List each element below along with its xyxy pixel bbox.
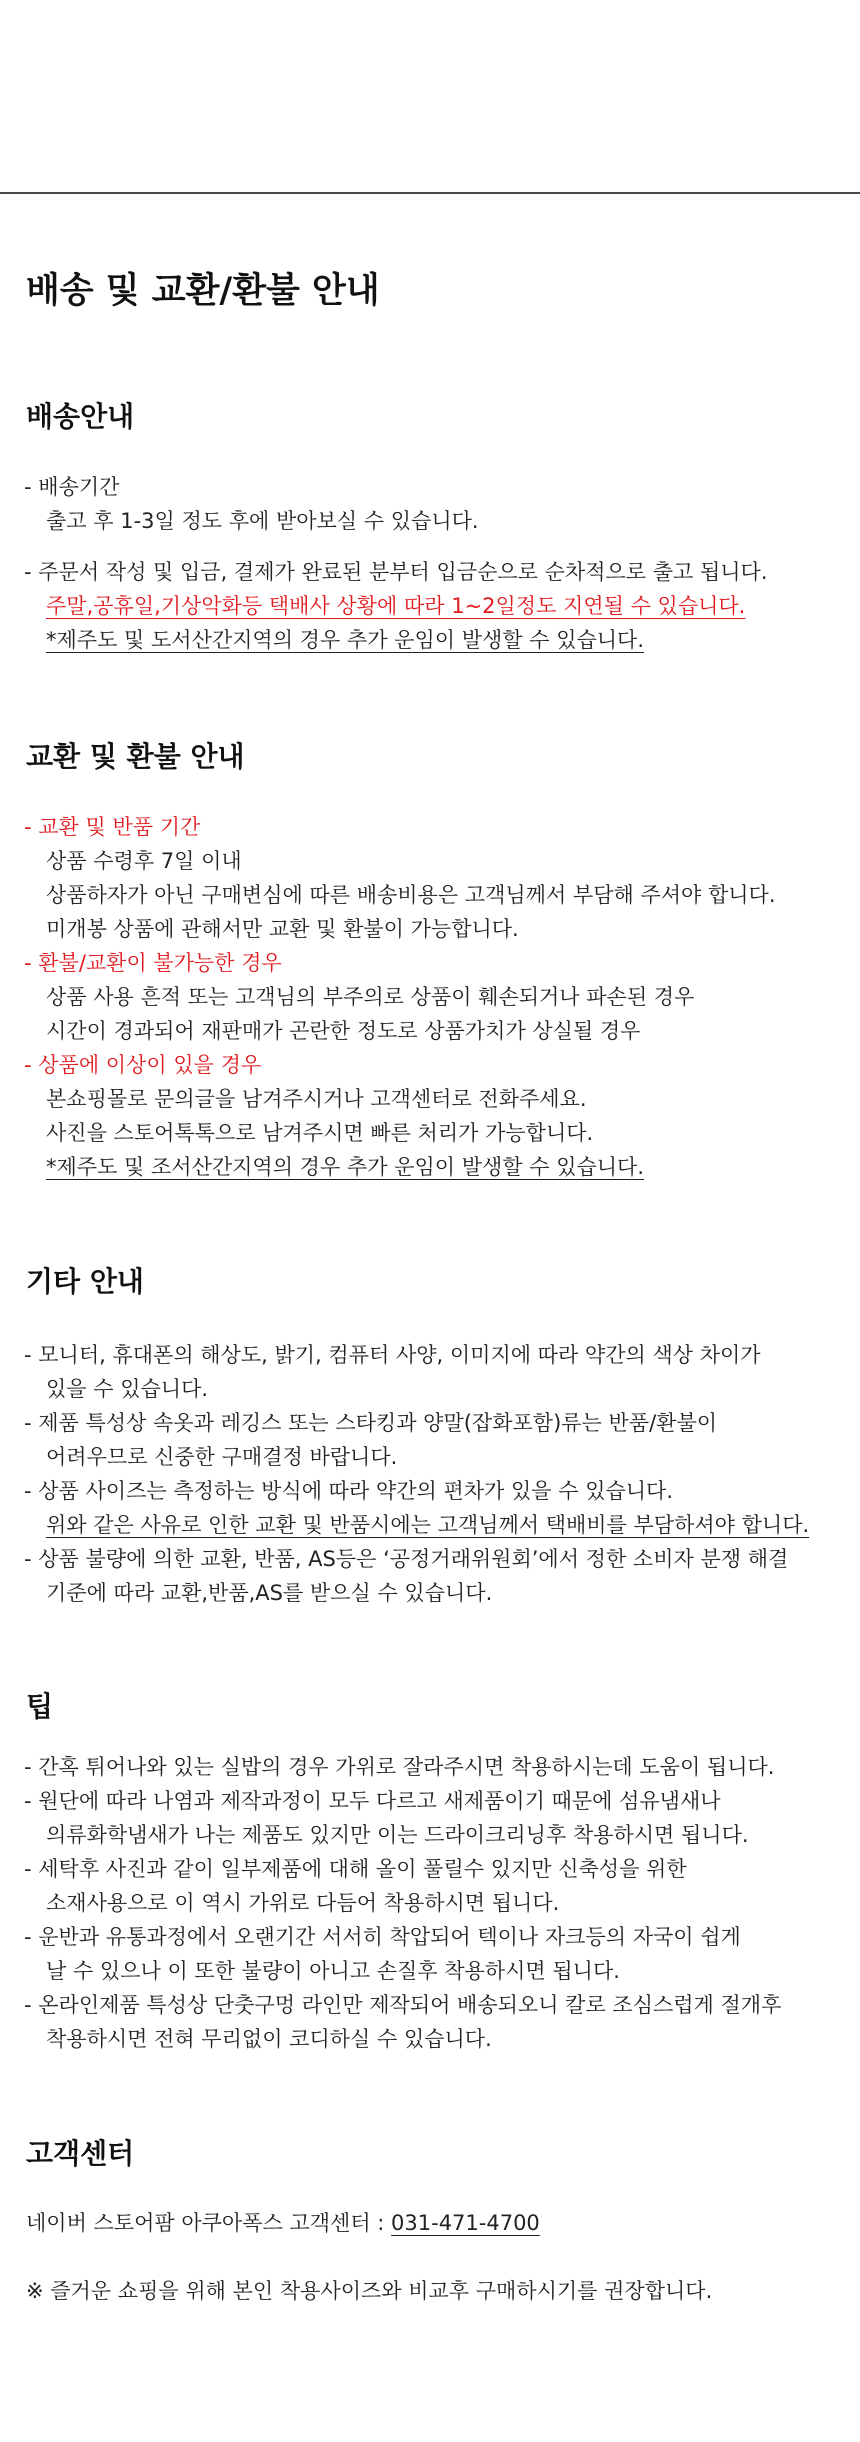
etc-section <box>24 1338 850 1610</box>
tips-line: - 운반과 유통과정에서 오랜기간 서서히 착압되어 텍이나 자크등의 자국이 쉽게 <box>24 1925 741 1949</box>
etc-line: 어려우므로 신중한 구매결정 바랍니다. <box>46 1445 398 1469</box>
etc-line-plain: 위와 같은 사유로 인한 <box>46 1513 256 1537</box>
shopping-note: ※ 즐거운 쇼핑을 위해 본인 착용사이즈와 비교후 구매하시기를 권장합니다. <box>26 2279 713 2303</box>
exchange-jeju-text: *제주도 및 조서산간지역의 경우 추가 운임이 발생할 수 있습니다. <box>46 1155 645 1179</box>
tips-line: 의류화학냄새가 나는 제품도 있지만 이는 드라이크리닝후 착용하시면 됩니다. <box>46 1823 749 1847</box>
exchange-impossible-label: - 환불/교환이 불가능한 경우 <box>24 951 282 975</box>
tips-line: - 원단에 따라 나염과 제작과정이 모두 다르고 새제품이기 때문에 섬유냄새나 <box>24 1789 721 1813</box>
tips-line: - 온라인제품 특성상 단춧구멍 라인만 제작되어 배송되오니 칼로 조심스럽게 절개후 <box>24 1993 782 2017</box>
exchange-defect-label: - 상품에 이상이 있을 경우 <box>24 1053 262 1077</box>
tips-line: 착용하시면 전혀 무리없이 코디하실 수 있습니다. <box>46 2027 492 2051</box>
tips-line: 날 수 있으나 이 또한 불량이 아니고 손질후 착용하시면 됩니다. <box>46 1959 620 1983</box>
shipping-period-text: 출고 후 1-3일 정도 후에 받아보실 수 있습니다. <box>46 509 479 533</box>
tips-line: - 세탁후 사진과 같이 일부제품에 대해 올이 풀릴수 있지만 신축성을 위한 <box>24 1857 687 1881</box>
etc-line: - 제품 특성상 속옷과 레깅스 또는 스타킹과 양말(잡화포함)류는 반품/환불이 <box>24 1411 718 1435</box>
exchange-period-line: 미개봉 상품에 관해서만 교환 및 환불이 가능합니다. <box>46 917 519 941</box>
tips-line: 소재사용으로 이 역시 가위로 다듬어 착용하시면 됩니다. <box>46 1891 560 1915</box>
page-title: 배송 및 교환/환불 안내 <box>26 271 380 311</box>
exchange-period-label: - 교환 및 반품 기간 <box>24 815 201 839</box>
top-divider <box>0 192 860 194</box>
tips-heading: 팁 <box>26 1690 54 1723</box>
etc-line: - 모니터, 휴대폰의 해상도, 밝기, 컴퓨터 사양, 이미지에 따라 약간의 색상 차이가 <box>24 1343 761 1367</box>
exchange-defect-line: 본쇼핑몰로 문의글을 남겨주시거나 고객센터로 전화주세요. <box>46 1087 587 1111</box>
etc-line: - 상품 사이즈는 측정하는 방식에 따라 약간의 편차가 있을 수 있습니다. <box>24 1479 674 1503</box>
etc-line: 있을 수 있습니다. <box>46 1377 209 1401</box>
etc-heading: 기타 안내 <box>26 1265 144 1298</box>
shipping-order-text: - 주문서 작성 및 입금, 결제가 완료된 분부터 입금순으로 순차적으로 출고 됩니다. <box>24 560 768 584</box>
etc-line: - 상품 불량에 의한 교환, 반품, AS등은 ‘공정거래위원회’에서 정한 소비자 분쟁 해결 <box>24 1547 789 1571</box>
tips-section <box>24 1750 850 2056</box>
shipping-holiday-text: 주말,공휴일,기상악화등 택배사 상황에 따라 1~2일정도 지연될 수 있습니다. <box>46 594 746 618</box>
exchange-section <box>24 810 850 1184</box>
exchange-period-line: 상품하자가 아닌 구매변심에 따른 배송비용은 고객님께서 부담해 주셔야 합니다. <box>46 883 776 907</box>
shipping-jeju-text: *제주도 및 도서산간지역의 경우 추가 운임이 발생할 수 있습니다. <box>46 628 645 652</box>
customer-center-phone-line <box>26 2206 540 2240</box>
shipping-period-label: - 배송기간 <box>24 475 120 499</box>
shipping-order-block <box>24 555 850 657</box>
exchange-impossible-line: 상품 사용 흔적 또는 고객님의 부주의로 상품이 훼손되거나 파손된 경우 <box>46 985 695 1009</box>
customer-center-phone-number[interactable]: 031-471-4700 <box>391 2211 540 2235</box>
etc-line: 기준에 따라 교환,반품,AS를 받으실 수 있습니다. <box>46 1581 493 1605</box>
tips-line: - 간혹 튀어나와 있는 실밥의 경우 가위로 잘라주시면 착용하시는데 도움이 됩니다. <box>24 1755 775 1779</box>
customer-center-label: 네이버 스토어팜 아쿠아폭스 고객센터 : <box>26 2211 392 2235</box>
shipping-heading: 배송안내 <box>26 400 135 433</box>
customer-center-heading: 고객센터 <box>26 2137 135 2170</box>
exchange-impossible-line: 시간이 경과되어 재판매가 곤란한 정도로 상품가치가 상실될 경우 <box>46 1019 641 1043</box>
etc-line-emphasis: 교환 및 반품시에는 고객님께서 택배비를 부담하셔야 합니다. <box>255 1513 810 1537</box>
exchange-period-line: 상품 수령후 7일 이내 <box>46 849 242 873</box>
exchange-defect-line: 사진을 스토어톡톡으로 남겨주시면 빠른 처리가 가능합니다. <box>46 1121 594 1145</box>
shipping-section <box>24 470 850 538</box>
exchange-heading: 교환 및 환불 안내 <box>26 740 245 773</box>
